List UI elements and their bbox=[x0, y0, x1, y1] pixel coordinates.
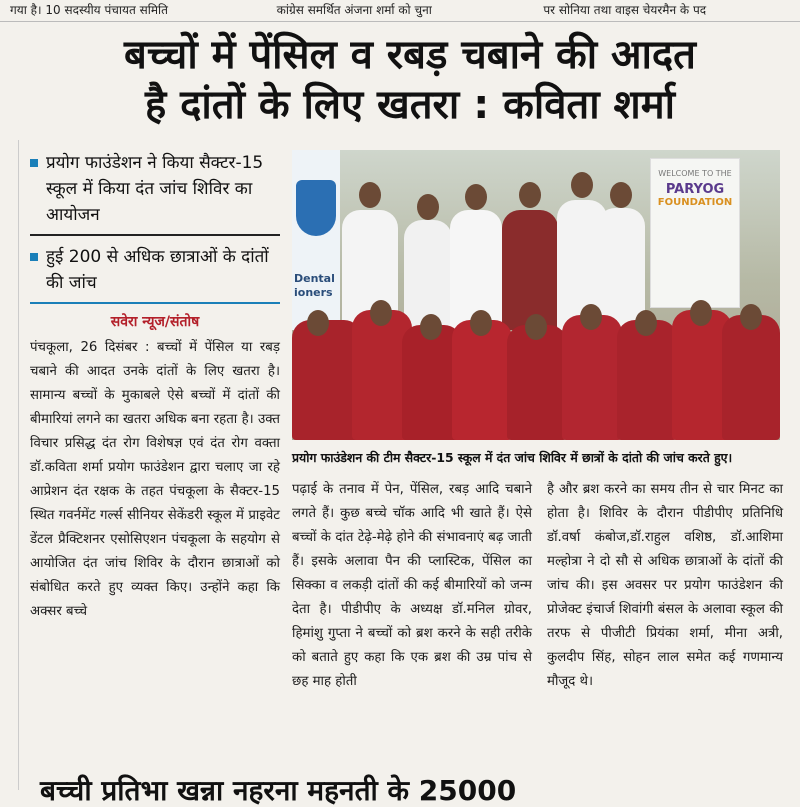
student-figure bbox=[562, 315, 622, 440]
banner-left-text: Dental ioners bbox=[294, 272, 335, 299]
student-head bbox=[525, 314, 547, 340]
strip-text-1: गया है। 10 सदस्यीय पंचायत समिति bbox=[10, 3, 168, 17]
student-head bbox=[740, 304, 762, 330]
student-figure bbox=[507, 325, 567, 440]
student-figure bbox=[617, 320, 677, 440]
highlight-bullet-1 bbox=[30, 150, 280, 236]
person-head bbox=[465, 184, 487, 210]
photo-caption: प्रयोग फाउंडेशन की टीम सैक्टर-15 स्कूल में दंत जांच शिविर में छात्रों के दांतो की जांच करते हुए। bbox=[292, 450, 733, 465]
body-column-1: पंचकूला, 26 दिसंबर : बच्चों में पेंसिल या रबड़ चबाने की आदत उनके दांतों के लिए खतरा है। सामान्य बच्चों के मुकाबले ऐसे बच्चों में दांतों की बीमारियां लगने का खतरा अधिक बना रहता है। उक्त विचार प्रसिद्ध दंत रोग विशेषज्ञ एवं दंत रोग वक्ता डॉ.कविता शर्मा प्रयोग फाउंडेशन द्वारा चलाए जा रहे आप्रेशन दंत रक्षक के तहत पंचकूला के सैक्टर-15 स्थित गवर्नमेंट गर्ल्स सीनियर सेकेंडरी स्कूल में प्राइवेट डेंटल प्रैक्टिशनर एसोसिएशन पंचकूला के सहयोग से आयोजित दंत जांच शिविर के दौरान छात्राओं को संबोधित करते हुए व्यक्त किए। उन्होंने कहा कि अक्सर बच्चे bbox=[30, 340, 280, 619]
shield-logo-icon bbox=[296, 180, 336, 236]
bullet-square-icon bbox=[30, 159, 38, 167]
person-head bbox=[417, 194, 439, 220]
student-figure bbox=[452, 320, 512, 440]
student-head bbox=[635, 310, 657, 336]
body-column-2: पढ़ाई के तनाव में पेन, पेंसिल, रबड़ आदि चबाने लगते हैं। कुछ बच्चे चॉक आदि भी खाते हैं। ऐसे बच्चों के दांत टेढ़े-मेढ़े होने की संभावनाएं बढ़ जाती हैं। इसके अलावा पैन की प्लास्टिक, पेंसिल का सिक्का व लकड़ी दांतों की कई बीमारियों को जन्म देता है। पीडीपीए के अध्यक्ष डॉ.मनिल ग्रोवर, हिमांशु गुप्ता ने बच्चों को ब्रश करने के सही तरीके को बताते हुए कहा कि एक ब्रश की उम्र पांच से छह माह होती bbox=[292, 482, 532, 689]
strip-text-3: पर सोनिया तथा वाइस चेयरमैन के पद bbox=[543, 3, 707, 17]
strip-text-2: कांग्रेस समर्थित अंजना शर्मा को चुना bbox=[276, 3, 432, 17]
previous-article-strip bbox=[0, 0, 800, 22]
person-head bbox=[610, 182, 632, 208]
banner-welcome-text: WELCOME TO THE bbox=[658, 169, 732, 178]
student-head bbox=[690, 300, 712, 326]
left-column bbox=[30, 150, 280, 624]
bullet-text-1: प्रयोग फाउंडेशन ने किया सैक्टर-15 स्कूल में किया दंत जांच शिविर का आयोजन bbox=[46, 153, 264, 225]
person-head bbox=[571, 172, 593, 198]
headline bbox=[30, 30, 790, 130]
photo-banner-left bbox=[292, 150, 340, 330]
student-figure bbox=[722, 315, 780, 440]
person-head bbox=[359, 182, 381, 208]
next-article-headline bbox=[40, 774, 800, 807]
byline: सवेरा न्यूज/संतोष bbox=[110, 314, 200, 330]
news-photo bbox=[292, 150, 780, 440]
headline-line-2: है दांतों के लिए खतरा : कविता शर्मा bbox=[145, 82, 675, 128]
person-figure bbox=[597, 208, 645, 328]
photo-banner-right bbox=[650, 158, 740, 308]
person-head bbox=[519, 182, 541, 208]
headline-line-1: बच्चों में पेंसिल व रबड़ चबाने की आदत bbox=[124, 32, 696, 78]
banner-name-text: PARYOG bbox=[665, 182, 725, 197]
student-head bbox=[580, 304, 602, 330]
student-head bbox=[420, 314, 442, 340]
person-figure bbox=[502, 210, 558, 330]
bullet-text-2: हुई 200 से अधिक छात्राओं के दांतों की जांच bbox=[46, 247, 269, 293]
next-headline-text: बच्ची प्रतिभा खन्ना नहरना महनती के 25000 bbox=[40, 774, 517, 807]
column-divider bbox=[18, 140, 19, 790]
highlight-bullet-2 bbox=[30, 244, 280, 304]
banner-sub-text: FOUNDATION bbox=[657, 197, 733, 208]
bullet-square-icon bbox=[30, 253, 38, 261]
student-head bbox=[370, 300, 392, 326]
student-head bbox=[307, 310, 329, 336]
body-column-3: है और ब्रश करने का समय तीन से चार मिनट का होता है। शिविर के दौरान पीडीपीए प्रतिनिधि डॉ.वर्षा कंबोज,डॉ.राहुल वशिष्ठ, डॉ.आशिमा मल्होत्रा ने दो सौ से अधिक छात्राओं के दांतों की जांच की। इस अवसर पर प्रयोग फाउंडेशन की प्रोजेक्ट इंचार्ज शिवांगी बंसल के अलावा स्कूल की तरफ से पीजीटी प्रियंका शर्मा, मीना अत्री, कुलदीप सिंह, सोहन लाल समेत कई गणमान्य मौजूद थे। bbox=[547, 482, 783, 689]
student-head bbox=[470, 310, 492, 336]
